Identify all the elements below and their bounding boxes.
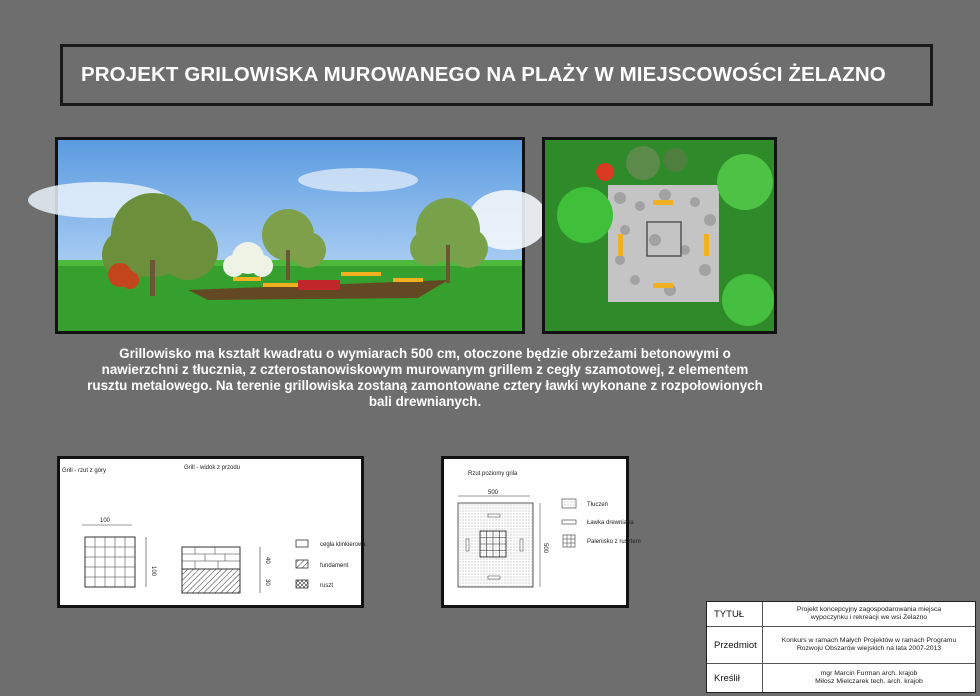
title-block-title-value bbox=[765, 602, 973, 626]
top-view-render bbox=[542, 137, 777, 334]
legend-grate: ruszt bbox=[320, 583, 334, 589]
grill-technical-drawing bbox=[57, 456, 364, 608]
title-block-title-label: TYTUŁ bbox=[707, 602, 763, 626]
title-block-drawn-row bbox=[707, 664, 975, 692]
title-frame bbox=[60, 44, 933, 106]
dim-top: 500 bbox=[488, 490, 499, 496]
legend-gravel-swatch bbox=[562, 499, 576, 508]
legend-grate-swatch bbox=[296, 580, 308, 588]
legend-bench-swatch bbox=[562, 520, 576, 524]
title-block-title-line: wypoczynku i rekreacji we wsi Żelazno bbox=[810, 614, 928, 621]
title-block-title-line: Projekt koncepcyjny zagospodarowania miejsca bbox=[796, 606, 942, 613]
top-view-illustration bbox=[545, 140, 774, 331]
title-block-drawn-label: Kreślił bbox=[707, 664, 763, 692]
dim-height: 100 bbox=[150, 566, 156, 577]
title-block-subject-line: Konkurs w ramach Małych Projektów w ramach Programu bbox=[781, 637, 957, 644]
dim-width: 100 bbox=[100, 518, 111, 524]
description-line: Grillowisko ma kształt kwadratu o wymiarach 500 cm, otoczone będzie obrzeżami betonowymi o bbox=[119, 346, 731, 361]
perspective-illustration bbox=[58, 140, 522, 331]
title-block-subject-label: Przedmiot bbox=[707, 627, 763, 663]
floor-plan-svg bbox=[444, 459, 641, 605]
legend-brick: cegła klinkierowa bbox=[320, 542, 366, 548]
dim-upper: 40 bbox=[264, 557, 270, 564]
front-view-label: Grill - widok z przodu bbox=[184, 465, 241, 471]
legend-brick-swatch bbox=[296, 540, 308, 547]
legend-firepit-swatch bbox=[563, 535, 575, 547]
grill-drawing-svg bbox=[60, 459, 366, 605]
grill-floor-plan-drawing bbox=[441, 456, 641, 608]
legend-firepit: Palenisko z rusztem bbox=[587, 539, 641, 545]
title-block-title-row bbox=[707, 602, 975, 627]
title-block-subject-value bbox=[765, 627, 973, 663]
top-view-label: Grill - rzut z góry bbox=[62, 468, 107, 474]
page-title: PROJEKT GRILOWISKA MUROWANEGO NA PLAŻY W MIEJSCOWOŚCI ŻELAZNO bbox=[81, 63, 886, 86]
perspective-render bbox=[55, 137, 525, 334]
title-block-drawn-line: mgr Marcin Furman arch. krajob bbox=[820, 670, 918, 677]
description-line: bali drewnianych. bbox=[368, 394, 482, 409]
title-block bbox=[706, 601, 976, 693]
legend-gravel: Tłuczeń bbox=[587, 502, 609, 508]
description-line: nawierzchni z tłucznia, z czterostanowiskowym murowanym grillem z cegły szamotowej, z elementem bbox=[101, 362, 749, 377]
title-block-drawn-line: Miłosz Mielczarek tech. arch. krajob bbox=[815, 678, 923, 685]
legend-foundation-swatch bbox=[296, 560, 308, 568]
dim-side: 500 bbox=[542, 543, 548, 554]
project-description bbox=[60, 346, 790, 410]
legend-foundation: fundament bbox=[320, 563, 349, 569]
legend-bench: Ławka drewniana bbox=[587, 520, 634, 526]
dim-lower: 30 bbox=[264, 579, 270, 586]
title-block-subject-row bbox=[707, 627, 975, 664]
floor-plan-label: Rzut poziomy grila bbox=[468, 471, 518, 477]
title-block-drawn-value bbox=[765, 664, 973, 692]
description-line: rusztu metalowego. Na terenie grillowiska zostaną zamontowane cztery ławki wykonane z rozpołowionych bbox=[87, 378, 763, 393]
title-block-subject-line: Rozwoju Obszarów wiejskich na lata 2007-2013 bbox=[796, 645, 942, 652]
